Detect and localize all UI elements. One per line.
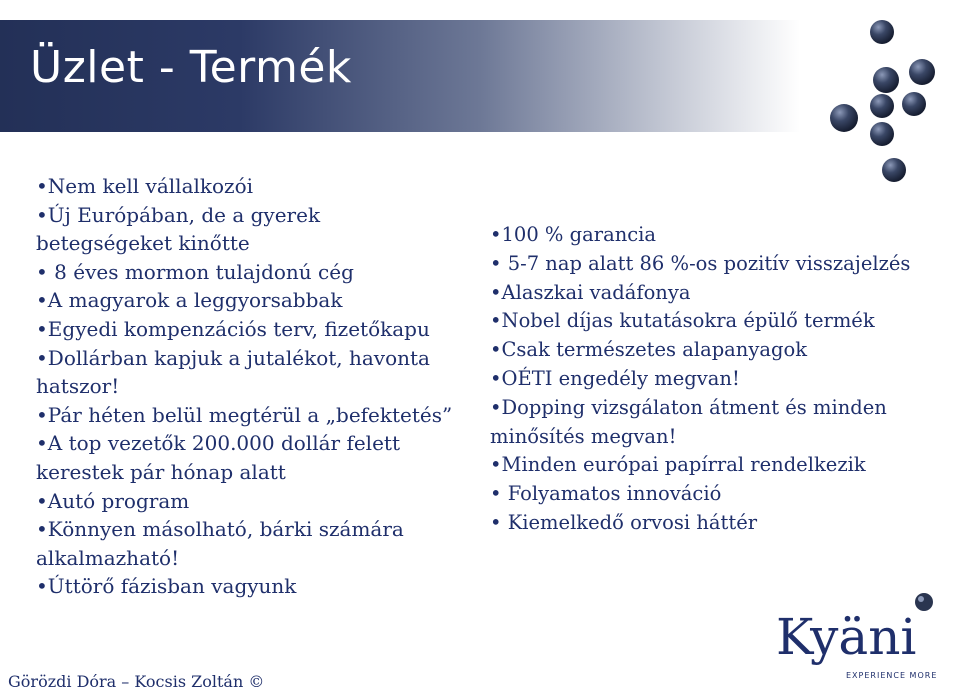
list-item: •Új Európában, de a gyerek betegségeket kinőtte (36, 202, 321, 256)
slide-title: Üzlet - Termék (30, 42, 352, 93)
list-item: •Nobel díjas kutatásokra épülő termék (490, 309, 875, 333)
list-item: • Kiemelkedő orvosi háttér (490, 510, 758, 534)
list-item: •100 % garancia (490, 223, 657, 246)
list-item: •Egyedi kompenzációs terv, fizetőkapu (36, 316, 430, 341)
list-item: •Dollárban kapjuk a jutalékot, havonta hatszor! (36, 345, 430, 399)
list-item: •Autó program (36, 488, 190, 513)
list-item: • 8 éves mormon tulajdonú cég (36, 259, 354, 284)
list-item: •Nem kell vállalkozói (36, 174, 254, 198)
list-item: •Pár héten belül megtérül a „befektetés” (36, 402, 453, 427)
list-item: •Dopping vizsgálaton átment és minden minősítés megvan! (490, 395, 887, 448)
list-item: •A top vezetők 200.000 dollár felett kerestek pár hónap alatt (36, 431, 400, 484)
list-item: •OÉTI engedély megvan! (490, 366, 740, 390)
logo-wordmark: Kyäni (776, 608, 917, 666)
logo-berry-icon (915, 593, 933, 611)
product-list (490, 221, 950, 538)
list-item: •Könnyen másolható, bárki számára alkalmazható! (36, 517, 404, 570)
list-item: •Minden európai papírral rendelkezik (490, 453, 866, 477)
logo-tagline: EXPERIENCE MORE (846, 671, 938, 680)
blueberry-cluster-image (820, 10, 960, 195)
kyani-logo (772, 588, 948, 688)
business-list (36, 172, 456, 601)
list-item: •Úttörő fázisban vagyunk (36, 574, 297, 599)
list-item: •A magyarok a leggyorsabbak (36, 288, 343, 313)
list-item: • 5-7 nap alatt 86 %-os pozitív visszajelzés (490, 251, 911, 275)
footer-credit: Görözdi Dóra – Kocsis Zoltán © (8, 672, 265, 691)
list-item: •Alaszkai vadáfonya (490, 280, 691, 304)
list-item: • Folyamatos innováció (490, 482, 722, 506)
list-item: •Csak természetes alapanyagok (490, 338, 808, 362)
